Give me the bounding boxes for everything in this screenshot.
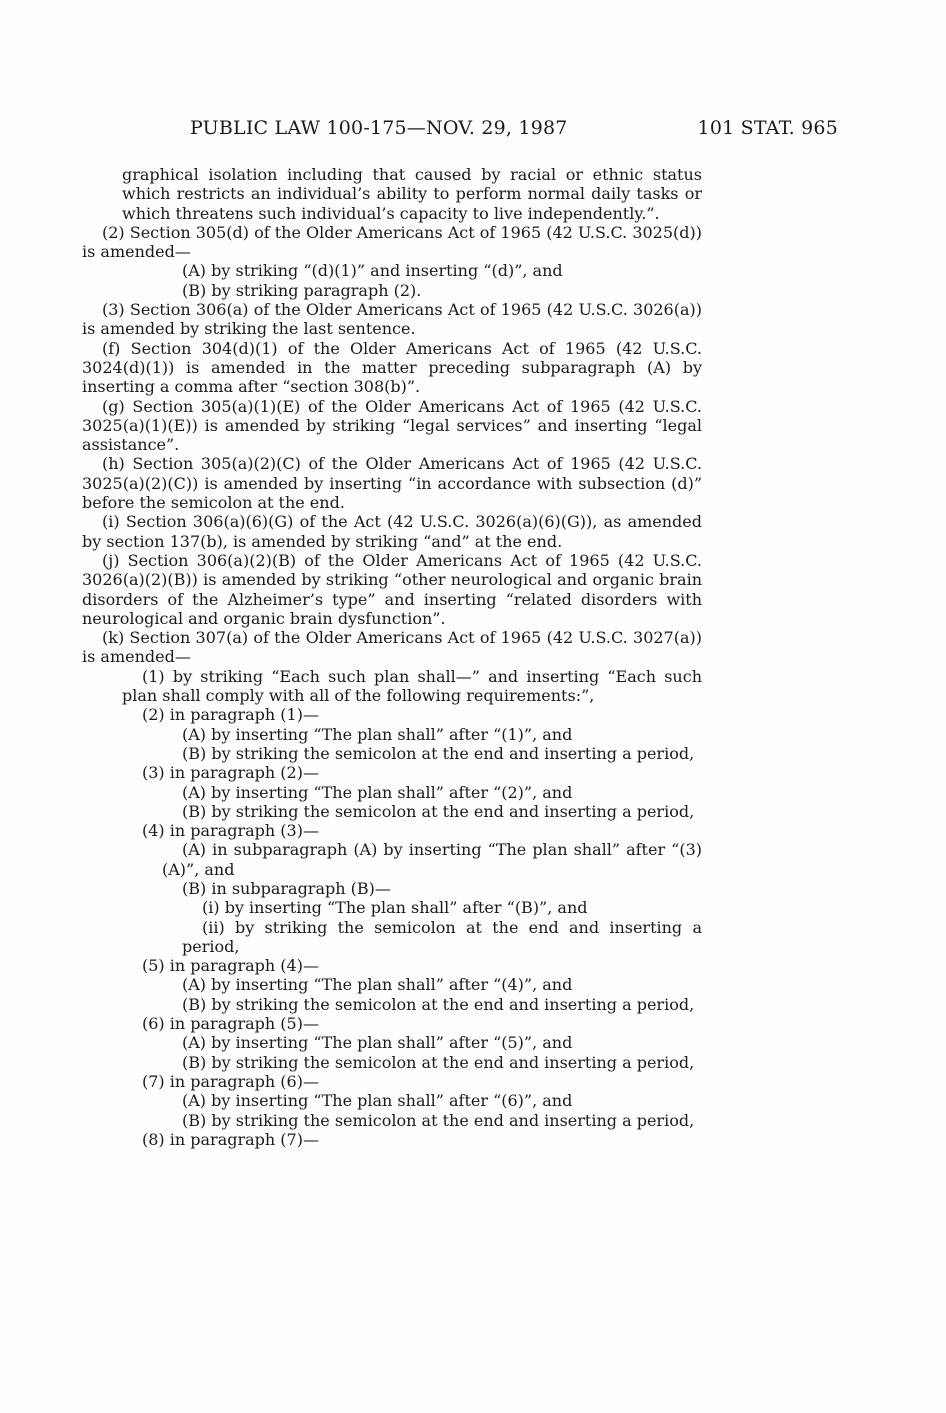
paragraph: (B) by striking the semicolon at the end and inserting a period, (182, 994, 695, 1014)
paragraph: (A) by striking “(d)(1)” and inserting “(d)”, and (182, 261, 563, 281)
paragraph: (A) by inserting “The plan shall” after “(1)”, and (182, 724, 573, 744)
paragraph: (i) by inserting “The plan shall” after “(B)”, and (202, 898, 588, 918)
paragraph: (7) in paragraph (6)— (142, 1071, 319, 1091)
paragraph: (6) in paragraph (5)— (142, 1014, 319, 1034)
paragraph: (8) in paragraph (7)— (142, 1129, 319, 1149)
paragraph: (2) Section 305(d) of the Older Americans Act of 1965 (42 U.S.C. 3025(d)) is amended— (82, 222, 703, 262)
paragraph: (3) Section 306(a) of the Older Americans Act of 1965 (42 U.S.C. 3026(a)) is amended by striking the last sentence. (82, 300, 702, 339)
paragraph: (A) by inserting “The plan shall” after “(2)”, and (182, 782, 573, 802)
paragraph: graphical isolation including that caused by racial or ethnic status which restricts an individual’s ability to perform normal daily tasks or which threatens such individual’s capacity to live independently.”. (122, 165, 702, 223)
paragraph: (B) in subparagraph (B)— (182, 878, 391, 898)
paragraph: (h) Section 305(a)(2)(C) of the Older Americans Act of 1965 (42 U.S.C. 3025(a)(2)(C)) is amended by inserting “in accordance with subsection (d)” before the semicolon at the end. (82, 454, 702, 513)
paragraph: (A) by inserting “The plan shall” after “(4)”, and (182, 975, 573, 995)
paragraph: (i) Section 306(a)(6)(G) of the Act (42 U.S.C. 3026(a)(6)(G)), as amended by section 137(b), is amended by striking “and” at the end. (82, 512, 702, 551)
paragraph: (A) by inserting “The plan shall” after “(6)”, and (182, 1091, 573, 1111)
paragraph: (4) in paragraph (3)— (142, 821, 319, 841)
paragraph: (B) by striking paragraph (2). (182, 280, 422, 300)
paragraph: (2) in paragraph (1)— (142, 705, 319, 725)
paragraph: (1) by striking “Each such plan shall—” and inserting “Each such plan shall comply with all of the following requirements:”, (122, 666, 702, 706)
document-body (82, 165, 702, 1149)
paragraph: (f) Section 304(d)(1) of the Older Americans Act of 1965 (42 U.S.C. 3024(d)(1)) is amended in the matter preceding subparagraph (A) by inserting a comma after “section 308(b)”. (82, 338, 702, 397)
statute-page-number: 101 STAT. 965 (697, 117, 838, 139)
paragraph: (k) Section 307(a) of the Older Americans Act of 1965 (42 U.S.C. 3027(a)) is amended— (82, 628, 702, 667)
running-head-title: PUBLIC LAW 100-175—NOV. 29, 1987 (190, 117, 568, 139)
paragraph: (B) by striking the semicolon at the end and inserting a period, (182, 801, 695, 821)
paragraph: (B) by striking the semicolon at the end and inserting a period, (182, 1052, 695, 1072)
paragraph: (ii) by striking the semicolon at the end and inserting a period, (182, 917, 702, 956)
paragraph: (j) Section 306(a)(2)(B) of the Older Americans Act of 1965 (42 U.S.C. 3026(a)(2)(B)) is amended by striking “other neurological and organic brain disorders of the Alzheimer’s type” and inserting “related disorders with neurological and organic brain dysfunction”. (82, 550, 702, 628)
paragraph: (g) Section 305(a)(1)(E) of the Older Americans Act of 1965 (42 U.S.C. 3025(a)(1)(E)) is amended by striking “legal services” and inserting “legal assistance”. (82, 396, 702, 455)
paragraph: (5) in paragraph (4)— (142, 956, 319, 976)
paragraph: (B) by striking the semicolon at the end and inserting a period, (182, 1110, 695, 1130)
paragraph: (3) in paragraph (2)— (142, 763, 319, 783)
page-header (190, 117, 838, 143)
paragraph: (A) by inserting “The plan shall” after “(5)”, and (182, 1033, 573, 1053)
paragraph: (B) by striking the semicolon at the end and inserting a period, (182, 743, 695, 763)
paragraph: (A) in subparagraph (A) by inserting “The plan shall” after “(3)(A)”, and (162, 840, 702, 879)
